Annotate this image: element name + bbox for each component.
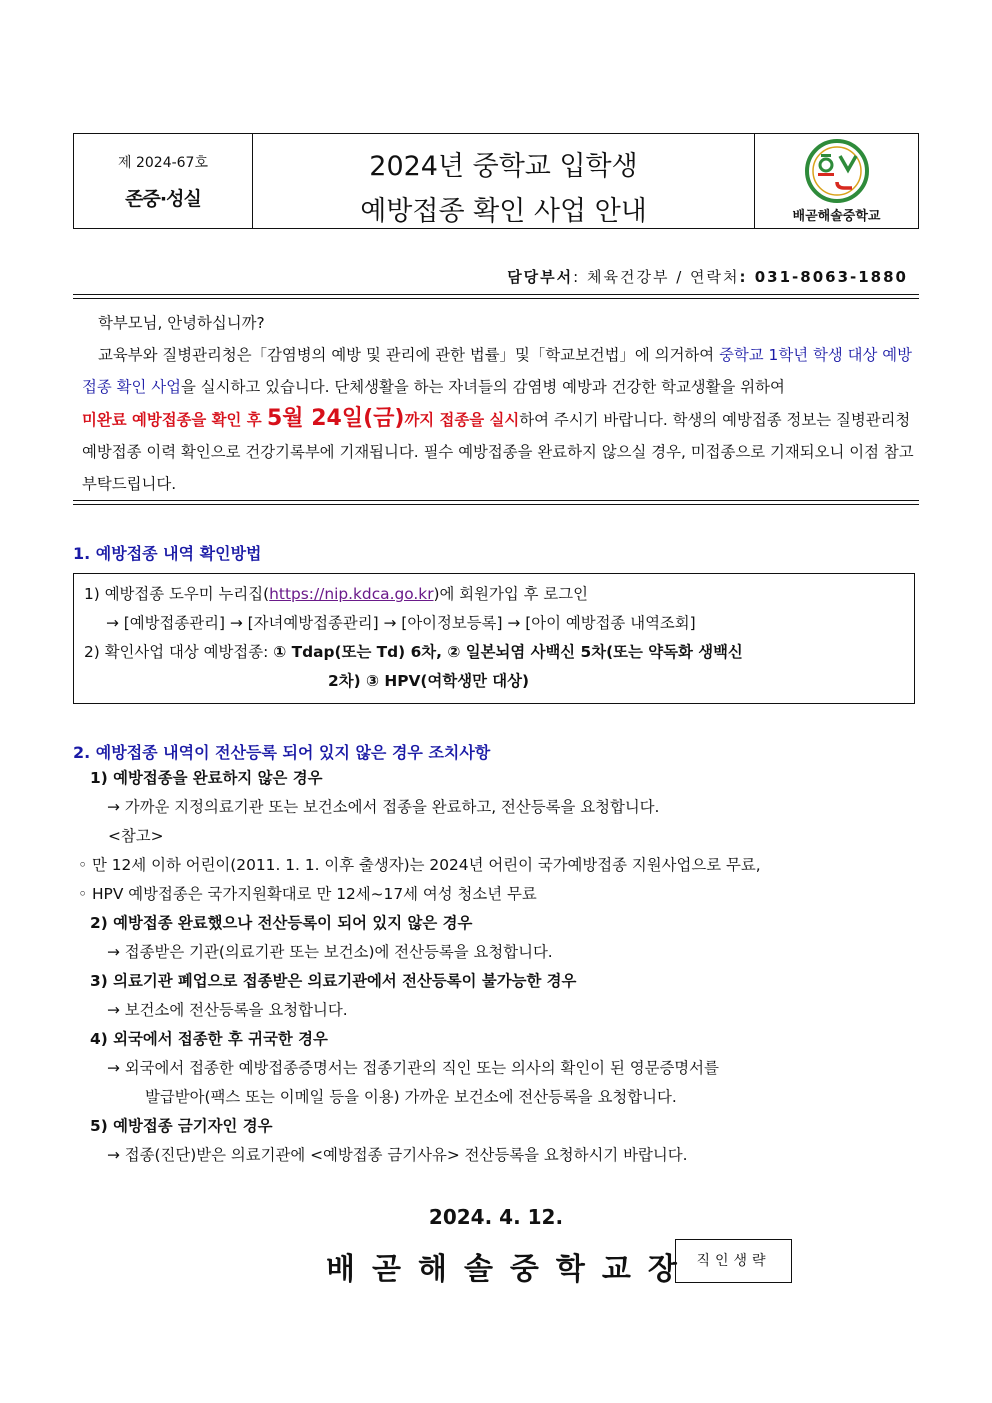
section1-box: [73, 573, 915, 704]
divider-bottom: [73, 500, 919, 505]
school-logo-icon: [804, 138, 870, 204]
case5-title: 5) 예방접종 금기자인 경우: [90, 1117, 273, 1135]
phone-value: : 031-8063-1880: [739, 268, 908, 286]
reference-item2: ◦ HPV 예방접종은 국가지원확대로 만 12세~17세 여성 청소년 무료: [78, 885, 537, 903]
doc-info-cell: [74, 134, 253, 228]
intro-paragraph: [82, 307, 914, 500]
header-table: [73, 133, 919, 229]
logo-cell: [755, 134, 918, 228]
contact-line: [507, 266, 908, 287]
school-name-label: 배곧해솔중학교: [792, 209, 881, 224]
phone-label: 연락처: [690, 268, 740, 286]
section2-heading: 2. 예방접종 내역이 전산등록 되어 있지 않은 경우 조치사항: [73, 743, 491, 762]
case4-action-line2: 발급받아(팩스 또는 이메일 등을 이용) 가까운 보건소에 전산등록을 요청합니다.: [145, 1088, 677, 1106]
case3-title: 3) 의료기관 폐업으로 접종받은 의료기관에서 전산등록이 불가능한 경우: [90, 972, 577, 990]
issue-date: 2024. 4. 12.: [428, 1205, 564, 1229]
vaccine-list-cont: 2차) ③ HPV(여학생만 대상): [328, 672, 530, 690]
dept-label: 담당부서: [507, 268, 574, 286]
case4-action-line1: → 외국에서 접종한 예방접종증명서는 접종기관의 직인 또는 의사의 확인이 된 영문증명서를: [107, 1059, 719, 1077]
case5-action: → 접종(진단)받은 의료기관에 <예방접종 금기사유> 전산등록을 요청하시기 바랍니다.: [107, 1146, 688, 1164]
case2-title: 2) 예방접종 완료했으나 전산등록이 되어 있지 않은 경우: [90, 914, 473, 932]
document-title-line2: 예방접종 확인 사업 안내: [360, 196, 647, 227]
section1-item2: 2) 확인사업 대상 예방접종: ① Tdap(또는 Td) 6차, ② 일본뇌염 사백신 5차(또는 약독화 생백신: [84, 643, 743, 661]
deadline-notice: 미완료 예방접종을 확인 후 5월 24일(금)까지 접종을 실시: [82, 406, 520, 431]
dept-value: : 체육건강부 /: [573, 268, 691, 286]
seal-omitted-box: 직인생략: [675, 1239, 792, 1283]
intro-body: 교육부와 질병관리청은「감염병의 예방 및 관리에 관한 법률」및「학교보건법」에 의거하여 중학교 1학년 학생 대상 예방접종 확인 사업을 실시하고 있습니다. 단체생활을 하는 자녀들의 감염병 예방과 건강한 학교생활을 위하여 미완료 예방접종을 확인 후 5월 24일(금)까지 접종을 실시하여 주시기 바랍니다. 학생의 예방접종 정보는 질병관리청 예방접종 이력 확인으로 건강기록부에 기재됩니다. 필수 예방접종을 완료하지 않으실 경우, 미접종으로 기재되오니 이점 참고 부탁드립니다.: [82, 346, 914, 493]
section2-body: [78, 764, 926, 1170]
section1-item1: 1) 예방접종 도우미 누리집(https://nip.kdca.go.kr)에 회원가입 후 로그인: [84, 585, 589, 603]
highlight-program: 중학교 1학년 학생 대상 예방접종 확인 사업: [82, 346, 912, 396]
reference-item1: ◦ 만 12세 이하 어린이(2011. 1. 1. 이후 출생자)는 2024년 어린이 국가예방접종 지원사업으로 무료,: [78, 856, 761, 874]
nip-link[interactable]: https://nip.kdca.go.kr: [269, 585, 434, 603]
divider-top: [73, 294, 919, 299]
school-motto: 존중·성실: [125, 188, 201, 210]
case1-title: 1) 예방접종을 완료하지 않은 경우: [90, 769, 323, 787]
section1-path: → [예방접종관리] → [자녀예방접종관리] → [아이정보등록] → [아이 예방접종 내역조회]: [106, 614, 696, 632]
document-title-line1: 2024년 중학교 입학생: [369, 151, 638, 182]
vaccine-list: ① Tdap(또는 Td) 6차, ② 일본뇌염 사백신 5차(또는 약독화 생백신: [273, 643, 743, 661]
reference-label: <참고>: [108, 827, 164, 845]
document-number: 제 2024-67호: [118, 155, 208, 171]
section1-heading: 1. 예방접종 내역 확인방법: [73, 544, 262, 563]
case1-action: → 가까운 지정의료기관 또는 보건소에서 접종을 완료하고, 전산등록을 요청합니다.: [107, 798, 660, 816]
principal-signature: 배곧해솔중학교장: [326, 1252, 694, 1287]
case3-action: → 보건소에 전산등록을 요청합니다.: [107, 1001, 348, 1019]
title-cell: [253, 134, 755, 228]
case2-action: → 접종받은 기관(의료기관 또는 보건소)에 전산등록을 요청합니다.: [107, 943, 553, 961]
case4-title: 4) 외국에서 접종한 후 귀국한 경우: [90, 1030, 328, 1048]
deadline-date: 5월 24일(금): [266, 406, 405, 431]
greeting: 학부모님, 안녕하십니까?: [98, 314, 265, 332]
